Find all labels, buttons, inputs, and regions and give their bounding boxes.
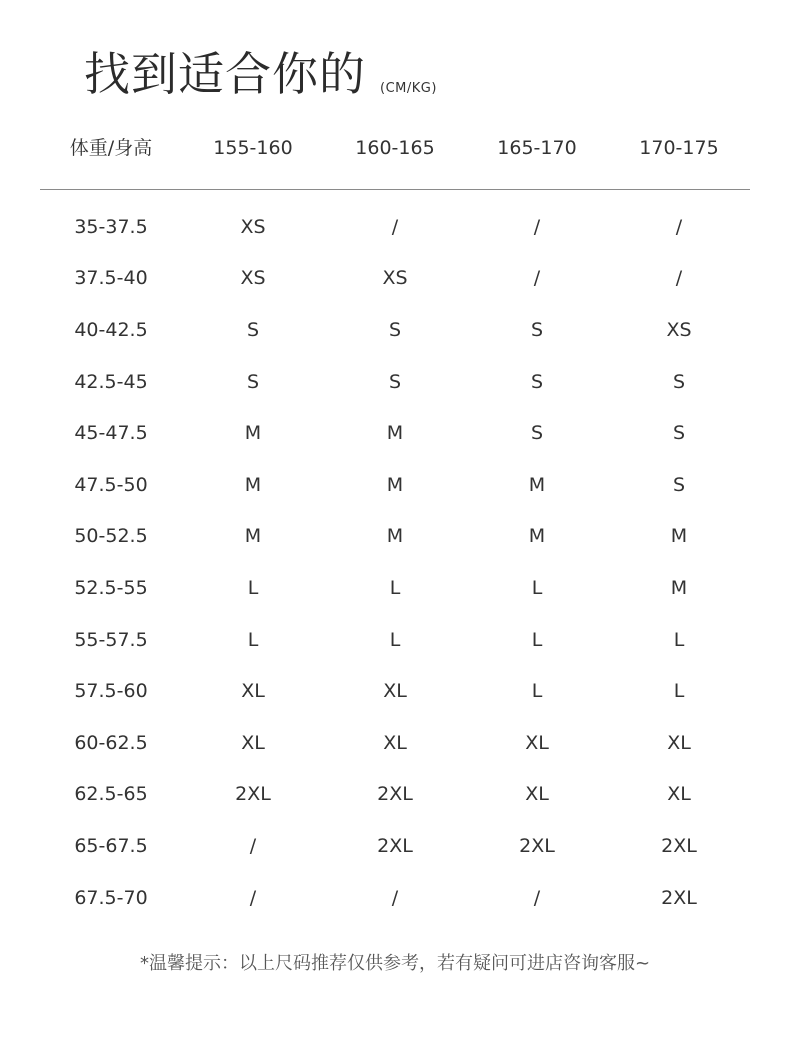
size-cell: XS bbox=[382, 267, 408, 290]
size-cell: / bbox=[249, 834, 257, 857]
size-cell: XL bbox=[525, 783, 549, 806]
size-cell: 2XL bbox=[377, 783, 413, 806]
size-cell: M bbox=[244, 473, 262, 496]
weight-cell: 62.5-65 bbox=[74, 783, 148, 806]
size-cell: M bbox=[244, 525, 262, 548]
table-row bbox=[40, 820, 750, 872]
size-cell: / bbox=[249, 886, 257, 909]
size-cell: L bbox=[247, 576, 259, 599]
weight-cell: 55-57.5 bbox=[74, 628, 148, 651]
footnote-tip: *温馨提示：以上尺码推荐仅供参考，若有疑问可进店咨询客服~ bbox=[139, 953, 651, 974]
size-cell: 2XL bbox=[377, 834, 413, 857]
size-cell: L bbox=[673, 680, 685, 703]
size-cell: XS bbox=[240, 267, 266, 290]
table-row bbox=[40, 665, 750, 717]
size-cell: 2XL bbox=[235, 783, 271, 806]
weight-cell: 47.5-50 bbox=[74, 473, 148, 496]
size-cell: L bbox=[389, 576, 401, 599]
header-height-155-160: 155-160 bbox=[213, 137, 293, 159]
size-cell: XL bbox=[241, 731, 265, 754]
table-row bbox=[40, 562, 750, 614]
unit-label: (CM/KG) bbox=[380, 81, 437, 96]
size-cell: 2XL bbox=[661, 834, 697, 857]
page-title-block bbox=[84, 40, 437, 104]
weight-cell: 45-47.5 bbox=[74, 422, 148, 445]
size-cell: / bbox=[675, 215, 683, 238]
size-cell: L bbox=[389, 628, 401, 651]
table-row bbox=[40, 872, 750, 924]
table-row bbox=[40, 511, 750, 563]
size-cell: 2XL bbox=[519, 834, 555, 857]
size-cell: XS bbox=[240, 215, 266, 238]
size-cell: S bbox=[672, 473, 686, 496]
weight-cell: 65-67.5 bbox=[74, 834, 148, 857]
weight-cell: 35-37.5 bbox=[74, 215, 148, 238]
weight-cell: 42.5-45 bbox=[74, 370, 148, 393]
table-row bbox=[40, 769, 750, 821]
size-cell: M bbox=[386, 422, 404, 445]
header-height-160-165: 160-165 bbox=[355, 137, 435, 159]
size-cell: S bbox=[246, 370, 260, 393]
size-cell: M bbox=[244, 422, 262, 445]
size-cell: / bbox=[533, 886, 541, 909]
weight-cell: 57.5-60 bbox=[74, 680, 148, 703]
size-cell: M bbox=[670, 576, 688, 599]
size-cell: S bbox=[530, 422, 544, 445]
size-cell: XL bbox=[383, 680, 407, 703]
size-cell: XS bbox=[666, 318, 692, 341]
size-cell: L bbox=[673, 628, 685, 651]
size-cell: S bbox=[388, 370, 402, 393]
size-cell: S bbox=[530, 370, 544, 393]
table-row bbox=[40, 717, 750, 769]
table-row bbox=[40, 201, 750, 253]
size-cell: XL bbox=[383, 731, 407, 754]
size-cell: / bbox=[391, 886, 399, 909]
header-height-170-175: 170-175 bbox=[639, 137, 719, 159]
size-cell: S bbox=[672, 370, 686, 393]
table-row bbox=[40, 304, 750, 356]
size-table-body bbox=[40, 201, 750, 923]
weight-cell: 40-42.5 bbox=[74, 318, 148, 341]
size-cell: L bbox=[247, 628, 259, 651]
header-height-165-170: 165-170 bbox=[497, 137, 577, 159]
table-row bbox=[40, 459, 750, 511]
size-cell: 2XL bbox=[661, 886, 697, 909]
size-cell: M bbox=[386, 525, 404, 548]
size-cell: M bbox=[528, 473, 546, 496]
table-row bbox=[40, 614, 750, 666]
header-weight-height: 体重/身高 bbox=[69, 137, 153, 159]
table-row bbox=[40, 253, 750, 305]
size-cell: L bbox=[531, 576, 543, 599]
size-cell: / bbox=[675, 267, 683, 290]
table-row bbox=[40, 407, 750, 459]
size-cell: L bbox=[531, 628, 543, 651]
header-divider bbox=[40, 189, 750, 190]
size-cell: XL bbox=[525, 731, 549, 754]
size-cell: L bbox=[531, 680, 543, 703]
size-cell: / bbox=[391, 215, 399, 238]
size-cell: M bbox=[528, 525, 546, 548]
size-cell: S bbox=[672, 422, 686, 445]
weight-cell: 67.5-70 bbox=[74, 886, 148, 909]
weight-cell: 60-62.5 bbox=[74, 731, 148, 754]
size-cell: M bbox=[386, 473, 404, 496]
size-cell: S bbox=[530, 318, 544, 341]
size-cell: / bbox=[533, 267, 541, 290]
size-cell: XL bbox=[667, 783, 691, 806]
page-title: 找到适合你的 bbox=[84, 47, 366, 101]
size-cell: S bbox=[246, 318, 260, 341]
table-row bbox=[40, 356, 750, 408]
weight-cell: 52.5-55 bbox=[74, 576, 148, 599]
weight-cell: 50-52.5 bbox=[74, 525, 148, 548]
size-cell: M bbox=[670, 525, 688, 548]
size-cell: S bbox=[388, 318, 402, 341]
size-table-header bbox=[40, 126, 750, 170]
size-cell: / bbox=[533, 215, 541, 238]
size-cell: XL bbox=[667, 731, 691, 754]
size-cell: XL bbox=[241, 680, 265, 703]
weight-cell: 37.5-40 bbox=[74, 267, 148, 290]
